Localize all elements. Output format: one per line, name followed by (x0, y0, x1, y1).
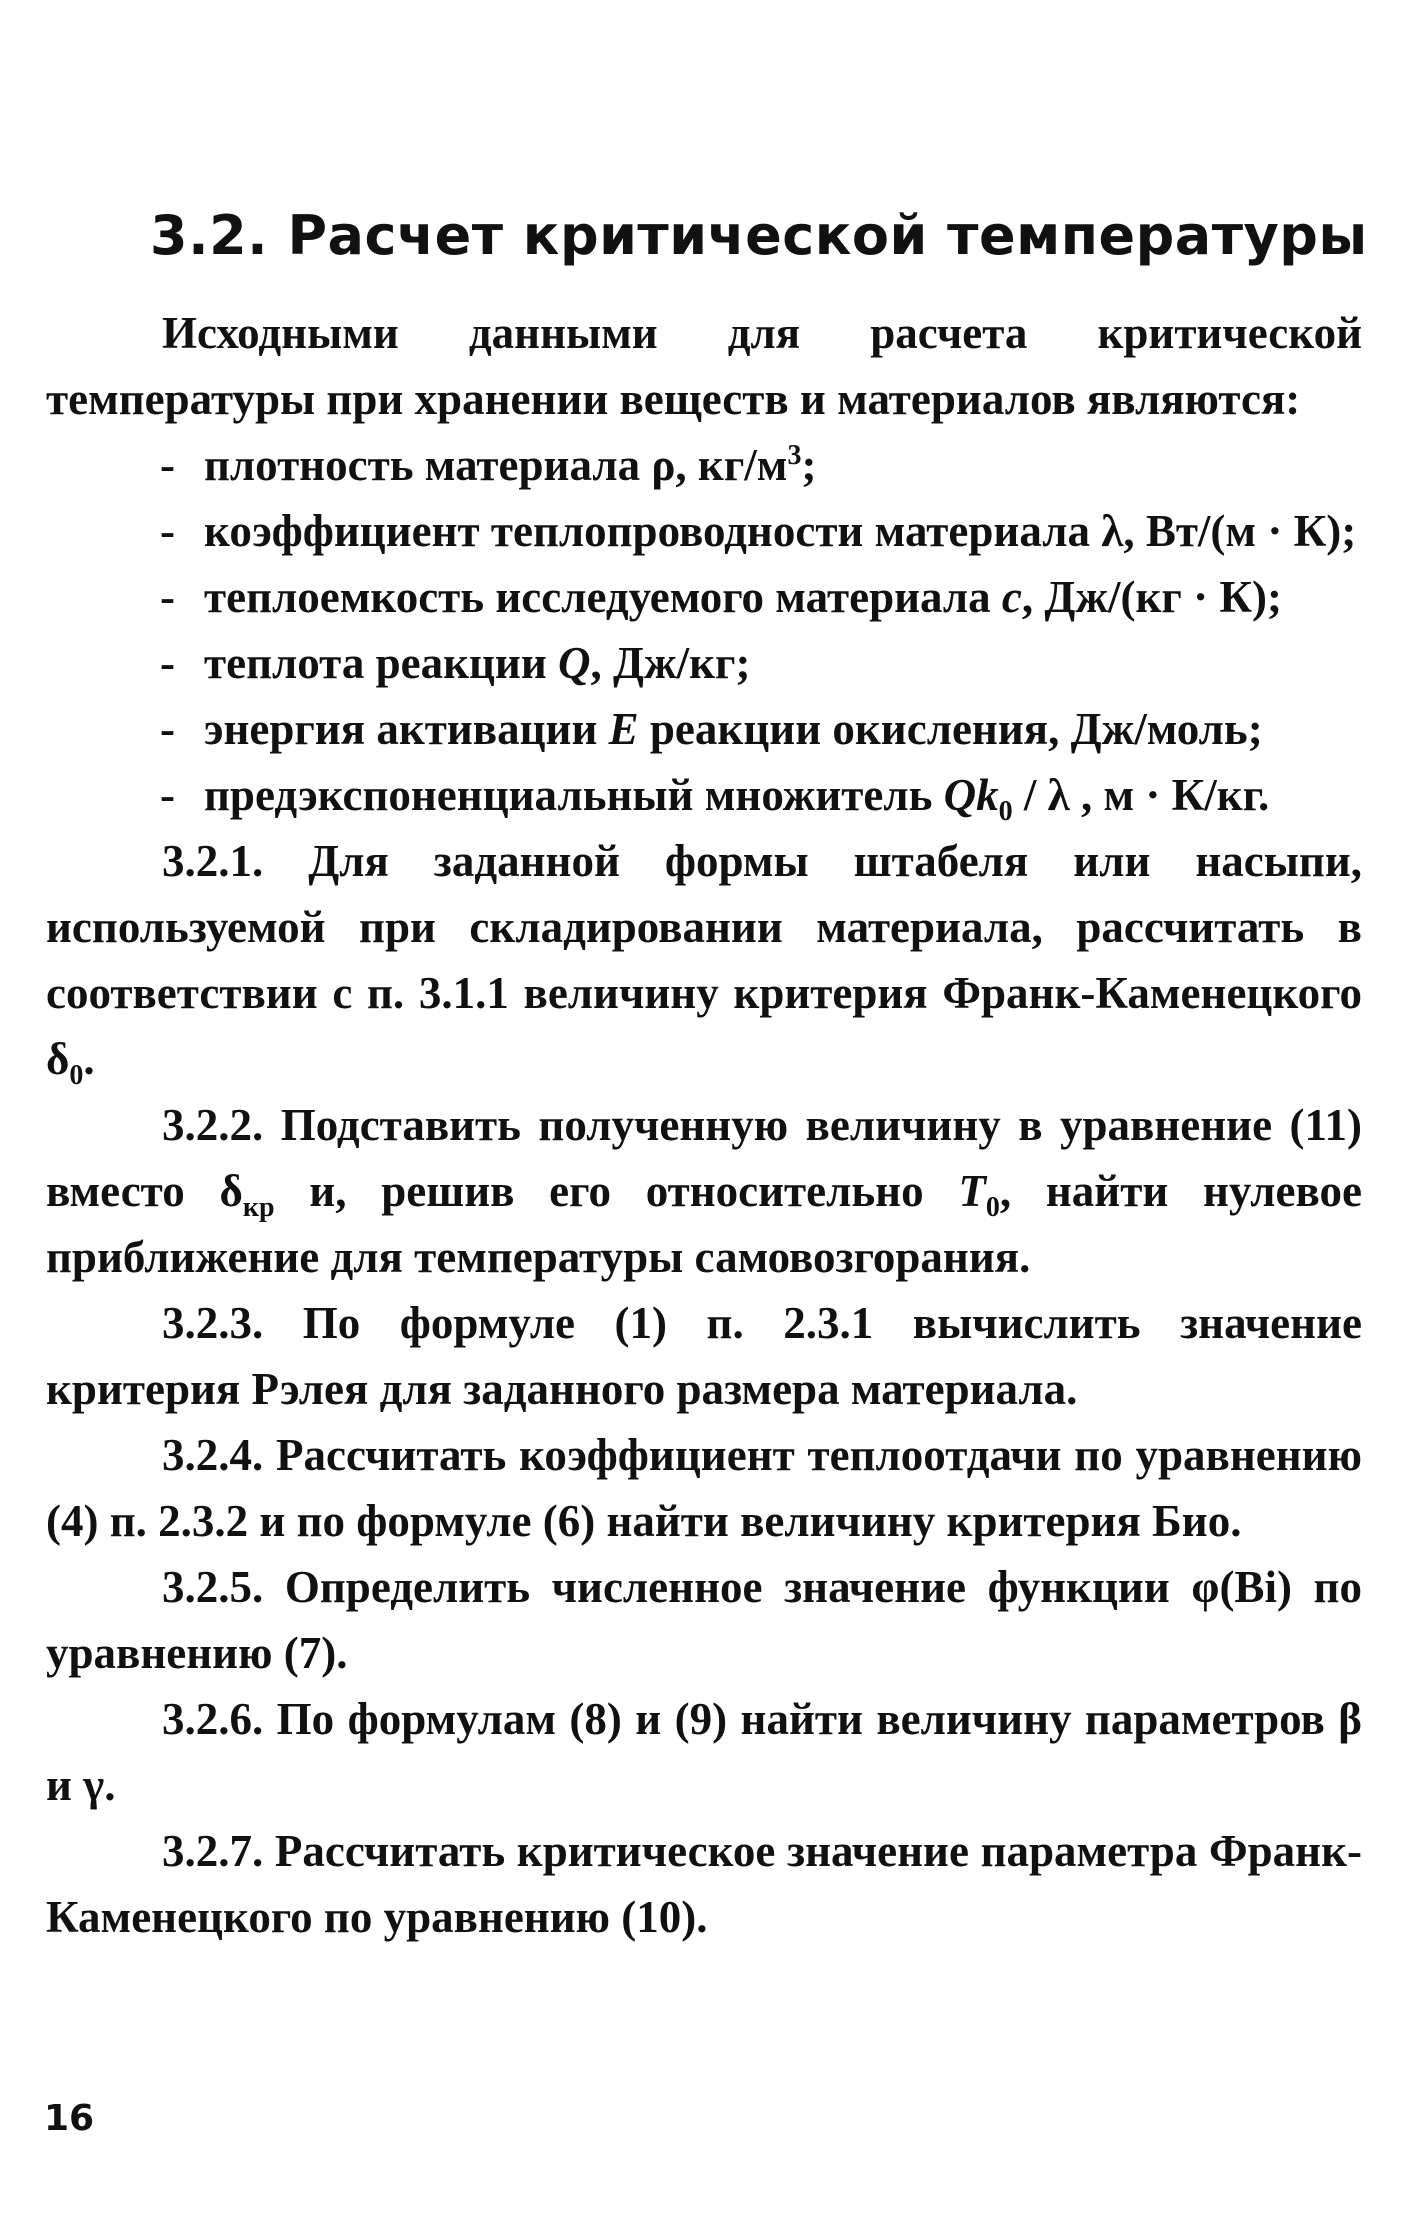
paragraph-text-mid: и, решив его относительно (274, 1166, 959, 1216)
bullet-text: коэффициент теплопроводности материала λ, Вт/(м · К); (204, 506, 1357, 556)
bullet-sup: 3 (787, 440, 802, 471)
bullet-variable: c (1001, 572, 1022, 622)
bullet-text-post: / λ , м · К/кг. (1012, 770, 1270, 820)
page-number: 16 (44, 2098, 95, 2139)
bullet-dash: - (160, 704, 175, 754)
paragraph-text-post: . (83, 1034, 95, 1084)
bullet-dash: - (160, 770, 175, 820)
bullet-density (46, 432, 1362, 498)
bullet-variable: Qk (943, 770, 999, 820)
bullet-text: предэкспоненциальный множитель (204, 770, 944, 820)
paragraph-3-2-4: 3.2.4. Рассчитать коэффициент теплоотдачи по уравнению (4) п. 2.3.2 и по формуле (6) найти величину критерия Био. (46, 1430, 1362, 1546)
bullet-variable: Q (558, 638, 591, 688)
paragraph-3-2-1 (46, 828, 1362, 1092)
body-text (46, 300, 1362, 1950)
paragraph-text-post: , найти нулевое приближение для температуры самовозгорания. (46, 1166, 1362, 1282)
bullet-text: теплоемкость исследуемого материала (204, 572, 1002, 622)
bullet-text: энергия активации (204, 704, 609, 754)
bullet-text-post: , Дж/кг; (590, 638, 751, 688)
bullet-activation-energy (46, 696, 1362, 762)
paragraph-3-2-7: 3.2.7. Рассчитать критическое значение параметра Франк-Каменецкого по уравнению (10). (46, 1826, 1362, 1942)
bullet-text: плотность материала ρ, кг/м (204, 440, 788, 490)
bullet-text-post: , Дж/(кг · К); (1021, 572, 1282, 622)
paragraph-variable: T (958, 1166, 986, 1216)
bullet-dash: - (160, 440, 175, 490)
bullet-dash: - (160, 638, 175, 688)
paragraph-3-2-5: 3.2.5. Определить численное значение функции φ(Bi) по уравнению (7). (46, 1562, 1362, 1678)
paragraph-sub-2: 0 (985, 1192, 1000, 1223)
bullet-reaction-heat (46, 630, 1362, 696)
bullet-variable: E (608, 704, 639, 754)
paragraph-3-2-2 (46, 1092, 1362, 1290)
bullet-tail: ; (801, 440, 817, 490)
bullet-text-post: реакции окисления, Дж/моль; (638, 704, 1263, 754)
paragraph-text: 3.2.1. Для заданной формы штабеля или насыпи, используемой при складировании материала, рассчитать в соответствии с п. 3.1.1 величину критерия Франк-Каменецкого δ (46, 836, 1362, 1084)
bullet-preexponential (46, 762, 1362, 828)
paragraph-text: 3.2.2. Подставить полученную величину в уравнение (11) вместо δ (46, 1100, 1362, 1216)
paragraph-sub: 0 (69, 1060, 84, 1091)
section-heading: 3.2. Расчет критической температуры (150, 204, 1368, 267)
intro-paragraph: Исходными данными для расчета критической температуры при хранении веществ и материалов являются: (46, 308, 1362, 424)
bullet-heat-capacity (46, 564, 1362, 630)
bullet-text: теплота реакции (204, 638, 559, 688)
paragraph-3-2-3: 3.2.3. По формуле (1) п. 2.3.1 вычислить значение критерия Рэлея для заданного размера материала. (46, 1298, 1362, 1414)
bullet-dash: - (160, 572, 175, 622)
paragraph-3-2-6: 3.2.6. По формулам (8) и (9) найти величину параметров β и γ. (46, 1694, 1362, 1810)
bullet-dash: - (160, 506, 175, 556)
bullet-sub: 0 (998, 796, 1013, 827)
paragraph-sub: кр (242, 1192, 275, 1223)
bullet-conductivity (46, 498, 1362, 564)
